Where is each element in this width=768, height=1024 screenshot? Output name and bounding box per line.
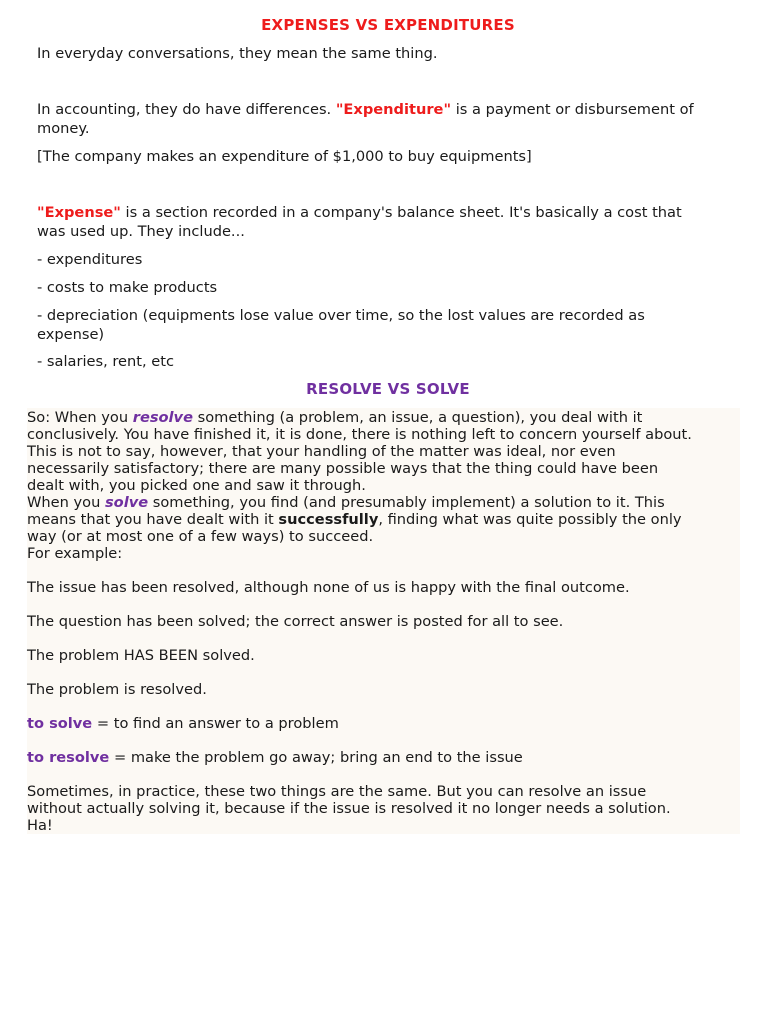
list-item	[37, 306, 747, 344]
text: - depreciation (equipments lose value over time, so the lost values are recorded as	[37, 307, 645, 324]
example-sentence: The problem HAS BEEN solved.	[27, 647, 255, 664]
text: In accounting, they do have differences.	[37, 101, 336, 118]
text-line: conclusively. You have finished it, it is done, there is nothing left to concern yourself about.	[27, 426, 692, 443]
list-item: - salaries, rent, etc	[37, 353, 174, 370]
term-resolve: resolve	[132, 409, 193, 426]
text-line	[27, 409, 740, 426]
definition-solve	[27, 715, 740, 732]
term-expenditure: "Expenditure"	[335, 101, 452, 118]
text-line	[27, 494, 740, 511]
text-line: dealt with, you picked one and saw it through.	[27, 477, 366, 494]
text: expense)	[37, 326, 105, 343]
text-line: Ha!	[27, 817, 53, 834]
term-to-resolve: to resolve	[27, 749, 110, 766]
term-solve: solve	[105, 494, 149, 511]
text-line: For example:	[27, 545, 123, 562]
text: So: When you	[27, 409, 133, 426]
text: When you	[27, 494, 105, 511]
text: something (a problem, an issue, a question), you deal with it	[192, 409, 643, 426]
text-line: Sometimes, in practice, these two things are the same. But you can resolve an issue	[27, 783, 647, 800]
section-title-expenses: EXPENSES VS EXPENDITURES	[261, 16, 515, 34]
text: is a section recorded in a company's balance sheet. It's basically a cost that	[120, 204, 682, 221]
text-line: way (or at most one of a few ways) to succeed.	[27, 528, 374, 545]
list-item: - expenditures	[37, 251, 143, 268]
text: was used up. They include...	[37, 223, 245, 240]
paragraph-expense-definition	[37, 203, 747, 241]
text: means that you have dealt with it	[27, 511, 279, 528]
text-line	[27, 511, 740, 528]
list-item: - costs to make products	[37, 279, 218, 296]
text-line: without actually solving it, because if the issue is resolved it no longer needs a solution.	[27, 800, 671, 817]
paragraph-expenditure-example: [The company makes an expenditure of $1,000 to buy equipments]	[37, 148, 532, 165]
term-to-solve: to solve	[27, 715, 93, 732]
term-expense: "Expense"	[37, 204, 121, 221]
paragraph-everyday: In everyday conversations, they mean the same thing.	[37, 45, 438, 62]
text: = make the problem go away; bring an end to the issue	[109, 749, 523, 766]
term-successfully: successfully	[278, 511, 379, 528]
text-line: This is not to say, however, that your handling of the matter was ideal, nor even	[27, 443, 616, 460]
text-line: necessarily satisfactory; there are many possible ways that the thing could have been	[27, 460, 659, 477]
paragraph-expenditure-definition	[37, 100, 747, 138]
text: , finding what was quite possibly the only	[378, 511, 682, 528]
example-sentence: The issue has been resolved, although none of us is happy with the final outcome.	[27, 579, 630, 596]
text: is a payment or disbursement of	[451, 101, 694, 118]
text: money.	[37, 120, 90, 137]
text: something, you find (and presumably implement) a solution to it. This	[148, 494, 665, 511]
example-sentence: The question has been solved; the correct answer is posted for all to see.	[27, 613, 564, 630]
section-title-resolve-solve: RESOLVE VS SOLVE	[306, 380, 470, 398]
text: = to find an answer to a problem	[92, 715, 339, 732]
example-sentence: The problem is resolved.	[27, 681, 207, 698]
definition-resolve	[27, 749, 740, 766]
